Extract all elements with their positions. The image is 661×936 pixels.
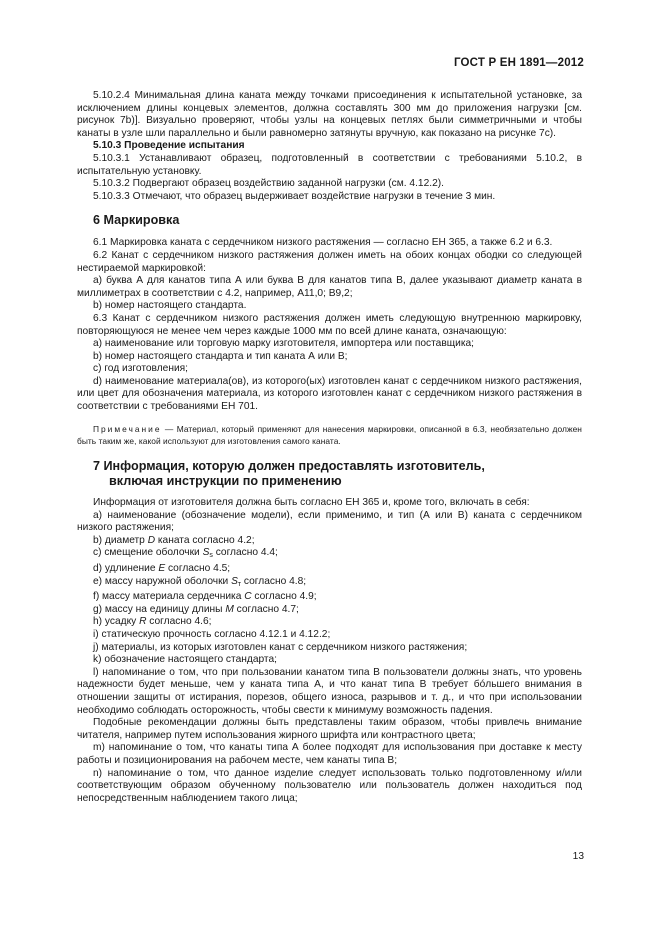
list-item-7-m: m) напоминание о том, что канаты типа А более подходят для использования при доставке к месту работы и позиционирования на рабочем месте, чем канаты типа В; [77,742,582,766]
list-item-7-g: g) массу на единицу длины M согласно 4.7; [93,603,299,615]
list-item-7-l: l) напоминание о том, что при пользовании канатом типа В пользователи должны знать, что уровень надежности будет меньше, чем у каната типа А, и что канат типа В требует бóльшего внимания в отношении защиты от истирания, порезов, общего износа, разрывов и т. д., и что при использовании необходимо соблюдать осторожность, чтобы свести к минимуму возможность падения. [77,666,582,716]
paragraph-6-3-b: b) номер настоящего стандарта и тип каната А или В; [93,350,348,362]
subheading-5-10-3: 5.10.3 Проведение испытания [93,140,245,152]
paragraph-5-10-3-2: 5.10.3.2 Подвергают образец воздействию заданной нагрузки (см. 4.12.2). [93,178,444,190]
paragraph-7-intro: Информация от изготовителя должна быть согласно ЕН 365 и, кроме того, включать в себя: [93,497,530,509]
note-text: — Материал, который применяют для нанесения маркировки, описанной в 6.3, необязательно должен быть таким же, какой используют для изготовления самого каната. [77,423,582,446]
list-item-7-n: n) напоминание о том, что данное изделие следует использовать только подготовленному и/или соответствующим образом обученному пользователю или пользователь должен находиться под непосредственным наблюдением такого лица; [77,767,582,804]
section-7-heading-line1: 7 Информация, которую должен предоставлять изготовитель, [93,459,485,474]
paragraph-5-10-2-4: 5.10.2.4 Минимальная длина каната между точками присоединения к испытательной установке, за исключением длины концевых элементов, должна составлять 300 мм до приложения нагрузки [см. рисунок 7b)]. Визуально проверяют, чтобы узлы на концевых петлях были симметричными и чтобы канаты в узле шли параллельно и были равномерно затянуты вручную, как показано на рисунке 7с). [77,90,582,139]
note-6 [77,423,582,447]
list-item-7-b: b) диаметр D каната согласно 4.2; [93,534,255,546]
paragraph-5-10-3-1: 5.10.3.1 Устанавливают образец, подготовленный в соответствии с требованиями 5.10.2, в испытательную установку. [77,152,582,177]
paragraph-5-10-3-3: 5.10.3.3 Отмечают, что образец выдерживает воздействие нагрузки в течение 3 мин. [93,190,496,202]
page-body [77,90,582,805]
page-number: 13 [572,851,584,862]
paragraph-6-3-c: c) год изготовления; [93,363,188,375]
paragraph-6-3: 6.3 Канат с сердечником низкого растяжения должен иметь следующую внутреннюю маркировку, повторяющуюся не менее чем через каждые 1000 мм по всей длине каната, означающую: [77,312,582,337]
list-item-7-a: a) наименование (обозначение модели), если применимо, и тип (А или В) каната с сердечником низкого растяжения; [77,509,582,534]
list-item-7-d: d) удлинение E согласно 4.5; [93,563,231,575]
paragraph-6-2-b: b) номер настоящего стандарта. [93,300,247,312]
list-item-7-c: c) смещение оболочки $S_s$ согласно 4.4; [93,547,278,560]
paragraph-6-1: 6.1 Маркировка каната с сердечником низкого растяжения — согласно ЕН 365, а также 6.2 и 6.3. [93,237,553,249]
paragraph-6-3-a: a) наименование или торговую марку изготовителя, импортера или поставщика; [93,338,475,350]
list-item-7-h: h) усадку R согласно 4.6; [93,616,212,628]
note-label: Примечание [93,423,162,434]
list-item-7-j: j) материалы, из которых изготовлен канат с сердечником низкого растяжения; [93,641,468,653]
section-7-heading [93,459,582,488]
list-item-7-f: f) массу материала сердечника C согласно 4.9; [93,591,317,603]
page-header-standard-title: ГОСТ Р ЕН 1891—2012 [453,57,584,69]
list-item-7-e: e) массу наружной оболочки $S_т$ согласно 4.8; [93,575,307,588]
section-6-heading: 6 Маркировка [93,213,180,228]
paragraph-6-2: 6.2 Канат с сердечником низкого растяжения должен иметь на обоих концах ободки со следующей нестираемой маркировкой: [77,249,582,274]
section-7-heading-line2: включая инструкции по применению [109,473,342,488]
list-item-7-k: k) обозначение настоящего стандарта; [93,654,277,666]
paragraph-7-similar: Подобные рекомендации должны быть представлены таким образом, чтобы привлечь внимание читателя, например путем использования жирного шрифта или контрастного цвета; [77,717,582,741]
paragraph-6-2-a: a) буква А для канатов типа А или буква В для канатов типа В, далее указывают диаметр каната в миллиметрах в соответствии с 4.2, например, А11,0; В9,2; [77,275,582,299]
paragraph-6-3-d: d) наименование материала(ов), из которого(ых) изготовлен канат с сердечником низкого растяжения, или цвет для обозначения материала, из которого изготовлен канат с сердечником низкого растяжения в соответствии с требованиями ЕН 701. [77,375,582,413]
list-item-7-i: i) статическую прочность согласно 4.12.1 и 4.12.2; [93,629,331,640]
